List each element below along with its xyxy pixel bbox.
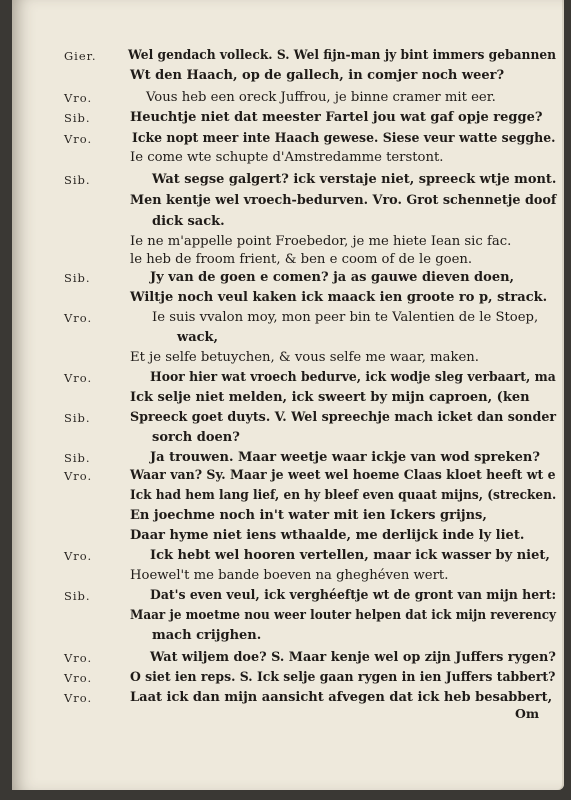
- verse-line: Ie come wte schupte d'Amstredamme terstont.: [130, 150, 444, 165]
- verse-line: sorch doen?: [152, 430, 240, 445]
- verse-line: le heb de froom frient, & ben e coom of de le goen.: [130, 252, 473, 267]
- verse-line: Laat ick dan mijn aansicht afvegen dat ick heb besabbert,: [130, 690, 553, 705]
- verse-line: Ie ne m'appelle point Froebedor, je me hiete Iean sic fac.: [130, 234, 512, 249]
- verse-line: Icke nopt meer inte Haach gewese. Siese veur watte segghe.: [132, 131, 556, 146]
- verse-line: O siet ien reps. S. Ick selje gaan rygen in ien Juffers tabbert?: [130, 670, 556, 685]
- verse-line: Men kentje wel vroech-bedurven. Vro. Grot schennetje doof: [130, 193, 557, 208]
- speaker-label: Vro.: [64, 671, 93, 685]
- speaker-label: Sib.: [64, 111, 91, 125]
- verse-line: Wt den Haach, op de gallech, in comjer noch weer?: [130, 68, 505, 83]
- verse-line: Daar hyme niet iens wthaalde, me derlijck inde ly liet.: [130, 528, 525, 543]
- verse-line: Ick hebt wel hooren vertellen, maar ick wasser by niet,: [150, 548, 550, 563]
- verse-line: Dat's even veul, ick verghéeftje wt de gront van mijn hert:: [150, 588, 557, 603]
- verse-line: Ick selje niet melden, ick sweert by mijn caproen, (ken: [130, 390, 530, 405]
- speaker-label: Vro.: [64, 371, 93, 385]
- verse-line: Vous heb een oreck Juffrou, je binne cramer mit eer.: [146, 90, 496, 105]
- verse-line: Wat segse galgert? ick verstaje niet, spreeck wtje mont.: [152, 172, 557, 187]
- verse-line: Hoewel't me bande boeven na gheghéven wert.: [130, 568, 449, 583]
- verse-line: Wel gendach volleck. S. Wel fijn-man jy bint immers gebannen: [128, 48, 557, 63]
- verse-line: Ja trouwen. Maar weetje waar ickje van wod spreken?: [150, 450, 540, 465]
- speaker-label: Vro.: [64, 691, 93, 705]
- verse-line: Hoor hier wat vroech bedurve, ick wodje sleg verbaart, ma: [150, 370, 556, 385]
- catchword: Om: [515, 706, 540, 721]
- verse-line: dick sack.: [152, 214, 225, 229]
- speaker-label: Sib.: [64, 589, 91, 603]
- speaker-label: Vro.: [64, 651, 93, 665]
- speaker-label: Vro.: [64, 469, 93, 483]
- speaker-label: Gier.: [64, 49, 97, 63]
- book-page: [12, 0, 564, 790]
- speaker-label: Vro.: [64, 91, 93, 105]
- verse-line: Et je selfe betuychen, & vous selfe me waar, maken.: [130, 350, 479, 365]
- speaker-label: Sib.: [64, 173, 91, 187]
- speaker-label: Sib.: [64, 271, 91, 285]
- verse-line: wack,: [177, 330, 219, 345]
- speaker-label: Sib.: [64, 411, 91, 425]
- verse-line: Spreeck goet duyts. V. Wel spreechje mach icket dan sonder: [130, 410, 557, 425]
- verse-line: Waar van? Sy. Maar je weet wel hoeme Claas kloet heeft wt e: [130, 468, 556, 483]
- verse-line: Heuchtje niet dat meester Fartel jou wat gaf opje regge?: [130, 110, 543, 125]
- verse-line: Ick had hem lang lief, en hy bleef even quaat mijns, (strecken.: [130, 488, 557, 503]
- verse-line: En joechme noch in't water mit ien Ickers grijns,: [130, 508, 487, 523]
- speaker-label: Sib.: [64, 451, 91, 465]
- verse-line: Wat wiljem doe? S. Maar kenje wel op zijn Juffers rygen?: [150, 650, 556, 665]
- verse-line: Wiltje noch veul kaken ick maack ien groote ro p, strack.: [130, 290, 548, 305]
- verse-line: Ie suis vvalon moy, mon peer bin te Valentien de le Stoep,: [152, 310, 539, 325]
- speaker-label: Vro.: [64, 311, 93, 325]
- verse-line: Maar je moetme nou weer louter helpen dat ick mijn reverency: [130, 608, 557, 623]
- verse-line: Jy van de goen e comen? ja as gauwe dieven doen,: [150, 270, 515, 285]
- verse-line: mach crijghen.: [152, 628, 262, 643]
- speaker-label: Vro.: [64, 132, 93, 146]
- speaker-label: Vro.: [64, 549, 93, 563]
